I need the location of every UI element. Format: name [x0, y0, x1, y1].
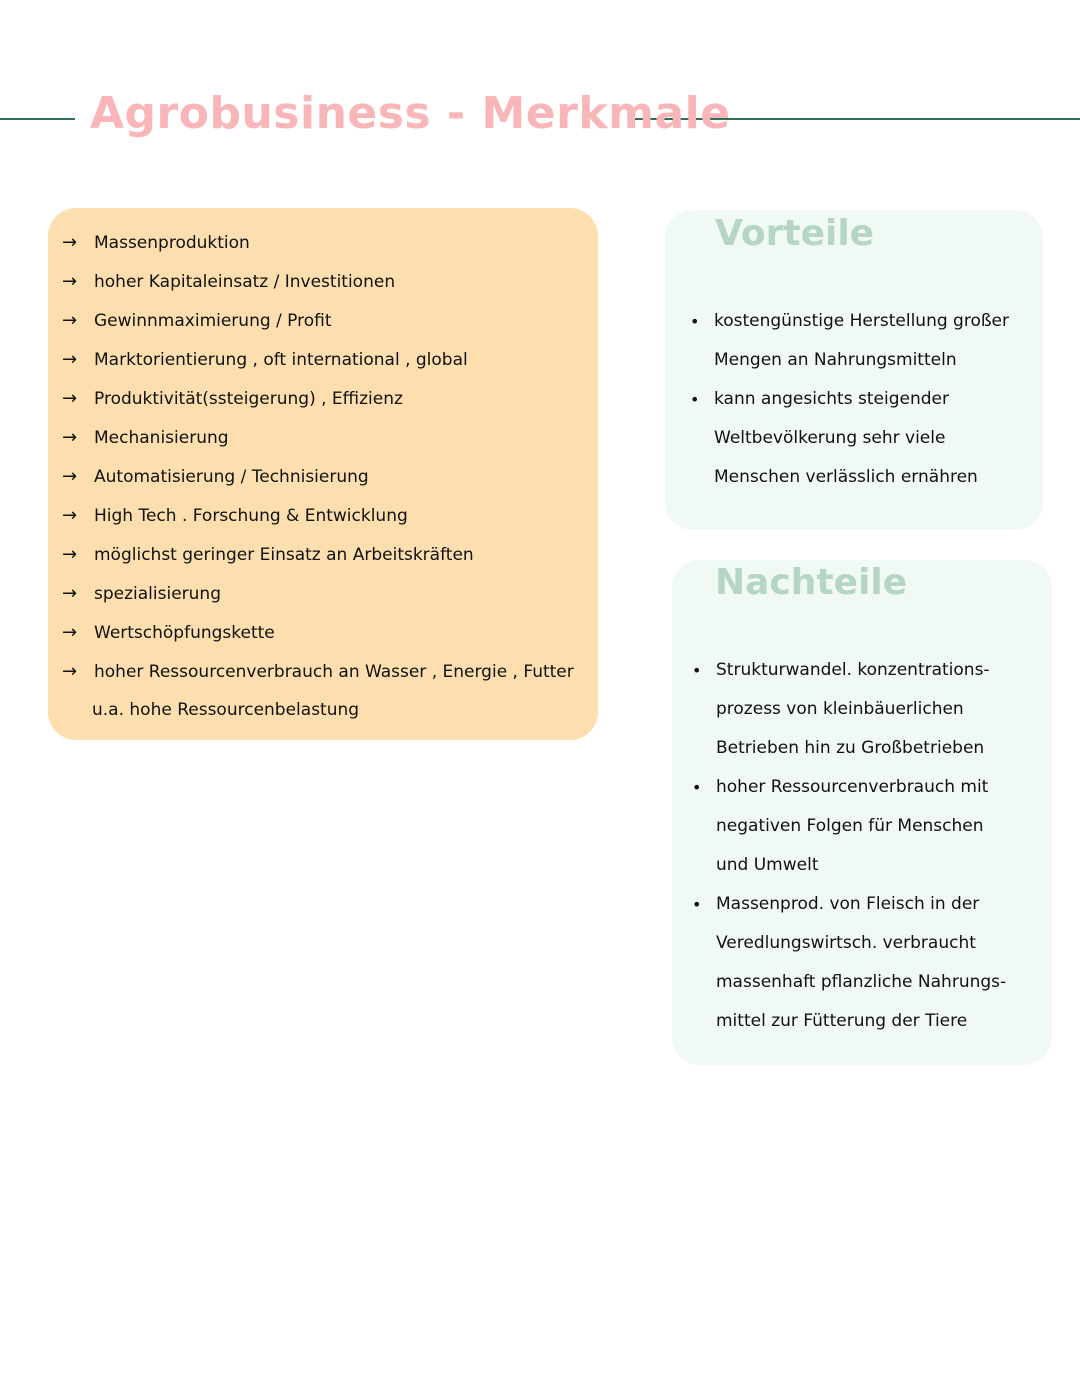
bullet-icon: • [690, 390, 700, 409]
arrow-right-icon: → [62, 427, 78, 448]
feature-text: Automatisierung / Technisierung [94, 467, 369, 487]
feature-text: möglichst geringer Einsatz an Arbeitskräften [94, 545, 474, 565]
arrow-right-icon: → [62, 466, 78, 487]
bullet-item [690, 380, 1009, 497]
feature-text: Mechanisierung [94, 428, 229, 448]
bullet-item [692, 768, 1006, 885]
feature-item [62, 223, 574, 262]
arrow-right-icon: → [62, 583, 78, 604]
arrow-right-icon: → [62, 349, 78, 370]
feature-item [62, 418, 574, 457]
advantages-heading: Vorteile [715, 213, 875, 254]
arrow-right-icon: → [62, 310, 78, 331]
title-rule-left [0, 118, 75, 120]
bullet-line: und Umwelt [716, 855, 819, 875]
feature-text: spezialisierung [94, 584, 221, 604]
bullet-icon: • [692, 778, 702, 797]
arrow-right-icon: → [62, 544, 78, 565]
arrow-right-icon: → [62, 622, 78, 643]
bullet-line: massenhaft pflanzliche Nahrungs- [716, 972, 1007, 992]
bullet-icon: • [692, 661, 702, 680]
bullet-icon: • [692, 895, 702, 914]
feature-item [62, 379, 574, 418]
bullet-item [692, 651, 1006, 768]
arrow-right-icon: → [62, 232, 78, 253]
feature-item [62, 301, 574, 340]
arrow-right-icon: → [62, 661, 78, 682]
bullet-item [692, 885, 1006, 1041]
arrow-right-icon: → [62, 505, 78, 526]
feature-text: Wertschöpfungskette [94, 623, 275, 643]
disadvantages-list [692, 651, 1006, 1041]
feature-item [62, 262, 574, 301]
bullet-item [690, 302, 1009, 380]
arrow-right-icon: → [62, 271, 78, 292]
advantages-list [690, 302, 1009, 497]
feature-text: Produktivität(ssteigerung) , Effizienz [94, 389, 403, 409]
bullet-line: mittel zur Fütterung der Tiere [716, 1011, 968, 1031]
bullet-line: Strukturwandel. konzentrations- [716, 660, 990, 680]
feature-text: High Tech . Forschung & Entwicklung [94, 506, 408, 526]
feature-text: Massenproduktion [94, 233, 250, 253]
feature-item [62, 613, 574, 652]
feature-item [62, 457, 574, 496]
feature-item [62, 340, 574, 379]
bullet-line: kann angesichts steigender [714, 389, 949, 409]
bullet-line: Mengen an Nahrungsmitteln [714, 350, 957, 370]
bullet-line: Weltbevölkerung sehr viele [714, 428, 946, 448]
page-title: Agrobusiness - Merkmale [90, 88, 731, 139]
feature-text: hoher Ressourcenverbrauch an Wasser , Energie , Futter [94, 662, 574, 682]
disadvantages-heading: Nachteile [715, 562, 908, 603]
feature-text: hoher Kapitaleinsatz / Investitionen [94, 272, 396, 292]
feature-item [62, 496, 574, 535]
feature-text: Marktorientierung , oft international , global [94, 350, 468, 370]
bullet-line: kostengünstige Herstellung großer [714, 311, 1010, 331]
arrow-right-icon: → [62, 388, 78, 409]
bullet-line: Veredlungswirtsch. verbraucht [716, 933, 976, 953]
features-list [62, 223, 574, 730]
bullet-line: hoher Ressourcenverbrauch mit [716, 777, 989, 797]
feature-item [62, 535, 574, 574]
bullet-icon: • [690, 312, 700, 331]
bullet-line: Menschen verlässlich ernähren [714, 467, 978, 487]
feature-item [62, 652, 574, 691]
bullet-line: Massenprod. von Fleisch in der [716, 894, 980, 914]
feature-item [62, 574, 574, 613]
feature-continuation: u.a. hohe Ressourcenbelastung [92, 700, 360, 720]
bullet-line: Betrieben hin zu Großbetrieben [716, 738, 985, 758]
bullet-line: prozess von kleinbäuerlichen [716, 699, 964, 719]
feature-text: Gewinnmaximierung / Profit [94, 311, 332, 331]
bullet-line: negativen Folgen für Menschen [716, 816, 984, 836]
